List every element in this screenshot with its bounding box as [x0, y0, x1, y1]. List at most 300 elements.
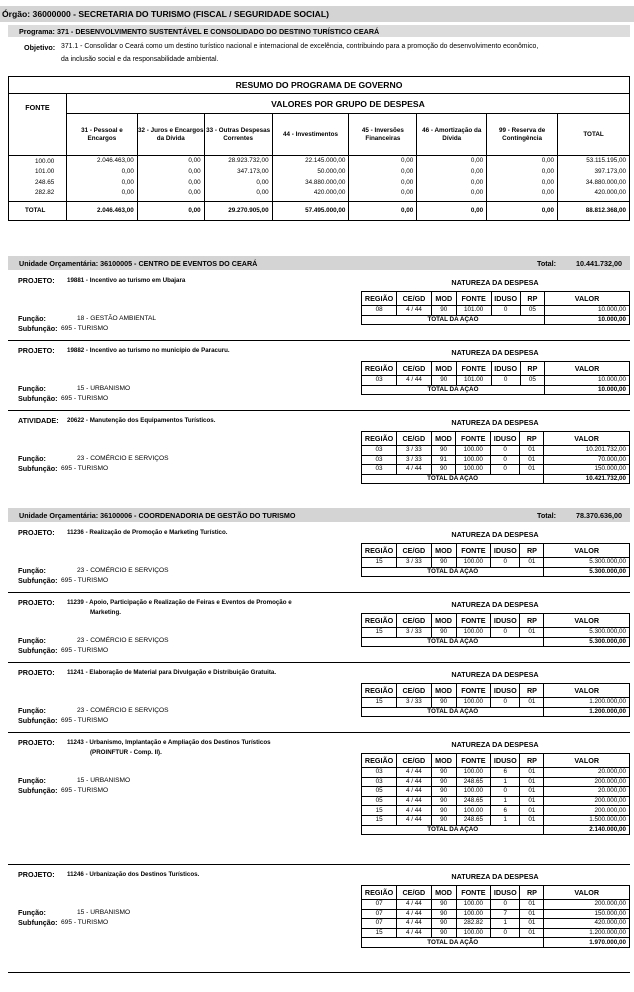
subfuncao-value: 695 - TURISMO — [61, 717, 109, 724]
col-header: 45 - Inversões Financeiras — [349, 114, 417, 156]
natureza-table — [361, 613, 630, 647]
col-header: CE/GD — [397, 292, 432, 306]
separator — [8, 340, 630, 341]
subfuncao-label: Subfunção: — [18, 576, 58, 585]
table-cell: 01 — [520, 900, 544, 910]
block-type: PROJETO: — [18, 346, 55, 355]
total-acao-value: 10.421.732,00 — [544, 474, 630, 484]
table-cell: 100.00 — [456, 768, 491, 778]
natureza-table — [361, 291, 630, 325]
col-header: 33 - Outras Despesas Correntes — [204, 114, 272, 156]
col-header: IDUSO — [491, 684, 520, 698]
table-cell: 03 — [362, 455, 397, 465]
col-header: REGIÃO — [362, 362, 397, 376]
table-row — [362, 909, 630, 919]
total-acao-value: 2.140.000,00 — [544, 825, 630, 835]
subfuncao-label: Subfunção: — [18, 394, 58, 403]
total-acao-row — [362, 637, 630, 647]
subfuncao-label: Subfunção: — [18, 918, 58, 927]
table-cell: 4 / 44 — [397, 815, 431, 825]
table-cell: 3 / 33 — [397, 628, 431, 638]
table-cell: 101.00 — [456, 376, 491, 386]
table-cell: 90 — [431, 628, 456, 638]
table-cell: 90 — [431, 768, 456, 778]
table-cell: 05 — [520, 306, 544, 316]
separator — [8, 662, 630, 663]
subfuncao-value: 695 - TURISMO — [61, 919, 109, 926]
table-row — [362, 628, 630, 638]
table-cell: 01 — [520, 919, 544, 929]
unidade-total: 78.370.636,00 — [576, 511, 622, 520]
table-cell: 0 — [491, 465, 520, 475]
table-row: 101.00 0,00 0,00 347.173,00 50.000,00 0,00 0,00 0,00 397.173,00 — [9, 167, 630, 178]
funcao-label: Função: — [18, 384, 46, 393]
table-cell: 90 — [431, 787, 456, 797]
table-cell: 4 / 44 — [397, 306, 432, 316]
table-cell: 100.00 — [456, 900, 491, 910]
table-row — [362, 806, 630, 816]
unidade-name: Unidade Orçamentária: 36100005 - CENTRO DE EVENTOS DO CEARÁ — [19, 259, 258, 268]
col-header: VALOR — [544, 614, 630, 628]
table-row — [362, 698, 630, 708]
col-header: IDUSO — [491, 432, 520, 446]
block-type: PROJETO: — [18, 668, 55, 677]
table-cell: 01 — [520, 777, 544, 787]
col-header: VALOR — [544, 432, 630, 446]
col-header: MOD — [431, 754, 456, 768]
table-cell: 0 — [491, 306, 520, 316]
table-cell: 1 — [491, 796, 520, 806]
table-cell: 248.65 — [456, 796, 491, 806]
table-cell: 1 — [491, 777, 520, 787]
table-cell: 100.00 — [456, 698, 491, 708]
total-acao-value: 5.300.000,00 — [544, 567, 630, 577]
table-cell: 1 — [491, 815, 520, 825]
table-cell: 0 — [491, 628, 520, 638]
col-header: CE/GD — [397, 432, 431, 446]
block-title: 11241 - Elaboração de Material para Divulgação e Distribuição Gratuita. — [67, 669, 277, 676]
table-row — [362, 919, 630, 929]
table-cell: 15 — [362, 815, 397, 825]
total-acao-row — [362, 315, 630, 325]
table-row — [362, 815, 630, 825]
table-cell: 4 / 44 — [397, 777, 431, 787]
col-header: CE/GD — [397, 362, 432, 376]
total-acao-row — [362, 567, 630, 577]
subfuncao-label: Subfunção: — [18, 324, 58, 333]
col-header: REGIÃO — [362, 614, 397, 628]
objetivo-label: Objetivo: — [24, 43, 56, 52]
table-cell: 90 — [431, 806, 456, 816]
total-acao-label: TOTAL DA AÇÃO — [362, 637, 544, 647]
col-header: REGIÃO — [362, 754, 397, 768]
col-header: FONTE — [456, 684, 491, 698]
table-cell: 15 — [362, 806, 397, 816]
objetivo-text-1: 371.1 - Consolidar o Ceará como um destino turístico nacional e internacional de excelência, contribuindo para a promoção do desenvolvimento econômico, — [61, 43, 539, 50]
table-cell: 248.65 — [456, 777, 491, 787]
col-header: RP — [520, 544, 544, 558]
table-cell: 90 — [431, 558, 456, 568]
table-cell: 20.000,00 — [544, 768, 630, 778]
col-header: MOD — [431, 432, 456, 446]
separator — [8, 592, 630, 593]
col-header: RP — [520, 886, 544, 900]
natureza-heading: NATUREZA DA DESPESA — [451, 600, 539, 609]
table-cell: 200.000,00 — [544, 796, 630, 806]
table-row — [362, 777, 630, 787]
table-row — [362, 376, 630, 386]
table-cell: 90 — [431, 376, 456, 386]
table-cell: 200.000,00 — [544, 806, 630, 816]
col-header: CE/GD — [397, 544, 431, 558]
block-title: 19882 - Incentivo ao turismo no município de Paracuru. — [67, 347, 230, 354]
natureza-heading: NATUREZA DA DESPESA — [451, 740, 539, 749]
total-acao-value: 5.300.000,00 — [544, 637, 630, 647]
table-cell: 01 — [520, 558, 544, 568]
unidade-bar — [8, 508, 630, 522]
natureza-heading: NATUREZA DA DESPESA — [451, 418, 539, 427]
table-cell: 100.00 — [456, 558, 491, 568]
col-header: FONTE — [456, 292, 491, 306]
col-header: IDUSO — [491, 886, 520, 900]
total-acao-value: 1.970.000,00 — [544, 938, 630, 948]
separator — [8, 864, 630, 865]
table-cell: 01 — [520, 455, 544, 465]
table-row — [362, 787, 630, 797]
col-header: FONTE — [456, 754, 491, 768]
table-cell: 08 — [362, 306, 397, 316]
table-cell: 1.500.000,00 — [544, 815, 630, 825]
table-cell: 01 — [520, 928, 544, 938]
table-row — [362, 306, 630, 316]
col-header: REGIÃO — [362, 292, 397, 306]
table-cell: 70.000,00 — [544, 455, 630, 465]
total-acao-label: TOTAL DA AÇÃO — [362, 315, 545, 325]
table-cell: 7 — [491, 909, 520, 919]
table-cell: 4 / 44 — [397, 919, 431, 929]
table-header-row — [362, 544, 630, 558]
total-acao-label: TOTAL DA AÇÃO — [362, 567, 544, 577]
table-cell: 15 — [362, 558, 397, 568]
total-acao-label: TOTAL DA AÇÃO — [362, 707, 544, 717]
unidade-name: Unidade Orçamentária: 36100006 - COORDENADORIA DE GESTÃO DO TURISMO — [19, 511, 296, 520]
resumo-table — [8, 76, 630, 221]
block-type: PROJETO: — [18, 276, 55, 285]
table-cell: 248.65 — [456, 815, 491, 825]
table-cell: 3 / 33 — [397, 698, 431, 708]
funcao-value: 15 - URBANISMO — [77, 777, 131, 784]
table-cell: 01 — [520, 465, 544, 475]
table-row — [362, 768, 630, 778]
programa-bar: Programa: 371 - DESENVOLVIMENTO SUSTENTÁVEL E CONSOLIDADO DO DESTINO TURÍSTICO CEARÁ — [8, 25, 630, 37]
funcao-label: Função: — [18, 454, 46, 463]
subfuncao-value: 695 - TURISMO — [61, 465, 109, 472]
block-type: PROJETO: — [18, 870, 55, 879]
col-header: REGIÃO — [362, 432, 397, 446]
table-cell: 10.000,00 — [545, 376, 630, 386]
table-cell: 0 — [491, 928, 520, 938]
table-cell: 03 — [362, 376, 397, 386]
table-cell: 5.300.000,00 — [544, 628, 630, 638]
table-row: 282.82 0,00 0,00 0,00 420.000,00 0,00 0,00 0,00 420.000,00 — [9, 189, 630, 202]
natureza-table — [361, 361, 630, 395]
fonte-header: FONTE — [9, 94, 67, 156]
col-header: RP — [520, 614, 544, 628]
funcao-value: 18 - GESTÃO AMBIENTAL — [77, 315, 157, 322]
table-cell: 0 — [491, 376, 520, 386]
table-cell: 0 — [491, 698, 520, 708]
funcao-value: 23 - COMÉRCIO E SERVIÇOS — [77, 637, 169, 644]
table-row: 248.65 0,00 0,00 0,00 34.880.000,00 0,00 0,00 0,00 34.880.000,00 — [9, 178, 630, 189]
table-cell: 15 — [362, 928, 397, 938]
table-cell: 01 — [520, 628, 544, 638]
col-header: CE/GD — [397, 684, 431, 698]
block-type: ATIVIDADE: — [18, 416, 59, 425]
table-header-row — [362, 684, 630, 698]
col-header: VALOR — [544, 684, 630, 698]
col-header: TOTAL — [558, 114, 630, 156]
col-header: FONTE — [456, 432, 491, 446]
total-acao-label: TOTAL DA AÇÃO — [362, 474, 544, 484]
block-type: PROJETO: — [18, 738, 55, 747]
table-cell: 10.000,00 — [545, 306, 630, 316]
funcao-value: 23 - COMÉRCIO E SERVIÇOS — [77, 567, 169, 574]
table-cell: 90 — [431, 919, 456, 929]
col-header: RP — [520, 754, 544, 768]
table-cell: 01 — [520, 806, 544, 816]
col-header: FONTE — [456, 544, 491, 558]
total-acao-label: TOTAL DA AÇÃO — [362, 385, 545, 395]
table-cell: 1.200.000,00 — [544, 698, 630, 708]
table-cell: 01 — [520, 787, 544, 797]
table-cell: 200.000,00 — [544, 900, 630, 910]
col-header: MOD — [431, 292, 456, 306]
total-row: TOTAL 2.046.463,00 0,00 29.270.905,00 57.495.000,00 0,00 0,00 0,00 88.812.368,00 — [9, 202, 630, 221]
col-header: 99 - Reserva de Contingência — [487, 114, 558, 156]
subfuncao-value: 695 - TURISMO — [61, 647, 109, 654]
funcao-value: 15 - URBANISMO — [77, 909, 131, 916]
funcao-label: Função: — [18, 636, 46, 645]
table-cell: 05 — [362, 796, 397, 806]
objetivo-text-2: da inclusão social e da responsabilidade ambiental. — [61, 56, 219, 63]
table-cell: 15 — [362, 698, 397, 708]
table-cell: 90 — [431, 306, 456, 316]
table-cell: 90 — [431, 900, 456, 910]
total-acao-row — [362, 938, 630, 948]
col-header: VALOR — [544, 886, 630, 900]
resumo-title: RESUMO DO PROGRAMA DE GOVERNO — [9, 77, 630, 94]
table-cell: 3 / 33 — [397, 446, 431, 456]
col-header: IDUSO — [491, 544, 520, 558]
col-header: RP — [520, 684, 544, 698]
table-cell: 90 — [431, 928, 456, 938]
table-header-row — [362, 362, 630, 376]
table-cell: 4 / 44 — [397, 928, 431, 938]
subfuncao-label: Subfunção: — [18, 786, 58, 795]
funcao-value: 23 - COMÉRCIO E SERVIÇOS — [77, 707, 169, 714]
table-cell: 6 — [491, 806, 520, 816]
total-acao-value: 10.000,00 — [545, 385, 630, 395]
separator — [8, 972, 630, 973]
col-header: MOD — [431, 544, 456, 558]
table-cell: 4 / 44 — [397, 465, 431, 475]
funcao-label: Função: — [18, 566, 46, 575]
table-cell: 4 / 44 — [397, 376, 432, 386]
table-cell: 01 — [520, 909, 544, 919]
table-cell: 0 — [491, 558, 520, 568]
block-title: 11246 - Urbanização dos Destinos Turísticos. — [67, 871, 200, 878]
col-header: CE/GD — [397, 614, 431, 628]
subfuncao-value: 695 - TURISMO — [61, 577, 109, 584]
table-cell: 100.00 — [456, 787, 491, 797]
col-header: VALOR — [544, 544, 630, 558]
col-header: VALOR — [544, 754, 630, 768]
natureza-heading: NATUREZA DA DESPESA — [451, 278, 539, 287]
table-cell: 01 — [520, 815, 544, 825]
table-cell: 100.00 — [456, 446, 491, 456]
table-cell: 07 — [362, 919, 397, 929]
table-cell: 4 / 44 — [397, 900, 431, 910]
table-cell: 0 — [491, 787, 520, 797]
table-row — [362, 446, 630, 456]
col-header: MOD — [431, 614, 456, 628]
table-cell: 03 — [362, 768, 397, 778]
table-cell: 07 — [362, 900, 397, 910]
table-cell: 420.000,00 — [544, 919, 630, 929]
subfuncao-value: 695 - TURISMO — [61, 395, 109, 402]
table-cell: 90 — [431, 815, 456, 825]
block-title: 20622 - Manutenção dos Equipamentos Turísticos. — [67, 417, 216, 424]
table-cell: 10.201.732,00 — [544, 446, 630, 456]
table-cell: 90 — [431, 446, 456, 456]
col-header: VALOR — [545, 362, 630, 376]
col-header: REGIÃO — [362, 886, 397, 900]
funcao-value: 23 - COMÉRCIO E SERVIÇOS — [77, 455, 169, 462]
table-cell: 0 — [491, 446, 520, 456]
col-header: MOD — [431, 684, 456, 698]
col-header: MOD — [431, 886, 456, 900]
table-cell: 4 / 44 — [397, 787, 431, 797]
table-cell: 100.00 — [456, 628, 491, 638]
block-title-cont: Marketing. — [90, 609, 121, 616]
total-acao-label: TOTAL DA AÇÃO — [362, 938, 544, 948]
table-header-row — [362, 886, 630, 900]
table-cell: 100.00 — [456, 909, 491, 919]
table-row — [362, 928, 630, 938]
table-cell: 0 — [491, 900, 520, 910]
table-cell: 07 — [362, 909, 397, 919]
table-cell: 15 — [362, 628, 397, 638]
block-type: PROJETO: — [18, 528, 55, 537]
table-cell: 03 — [362, 446, 397, 456]
table-row — [362, 796, 630, 806]
table-cell: 100.00 — [456, 806, 491, 816]
table-cell: 4 / 44 — [397, 806, 431, 816]
table-cell: 90 — [431, 909, 456, 919]
funcao-label: Função: — [18, 776, 46, 785]
separator — [8, 410, 630, 411]
col-header: FONTE — [456, 614, 491, 628]
col-header: 31 - Pessoal e Encargos — [66, 114, 137, 156]
total-acao-label: TOTAL DA AÇÃO — [362, 825, 544, 835]
col-header: RP — [520, 362, 544, 376]
table-row — [362, 558, 630, 568]
table-cell: 200.000,00 — [544, 777, 630, 787]
resumo-subtitle: VALORES POR GRUPO DE DESPESA — [66, 94, 629, 114]
table-cell: 90 — [431, 796, 456, 806]
block-title: 11239 - Apoio, Participação e Realização de Feiras e Eventos de Promoção e — [67, 599, 292, 606]
col-header: REGIÃO — [362, 684, 397, 698]
table-cell: 03 — [362, 777, 397, 787]
table-cell: 100.00 — [456, 455, 491, 465]
total-acao-value: 1.200.000,00 — [544, 707, 630, 717]
subfuncao-label: Subfunção: — [18, 716, 58, 725]
natureza-table — [361, 683, 630, 717]
table-cell: 100.00 — [456, 928, 491, 938]
table-cell: 20.000,00 — [544, 787, 630, 797]
total-acao-value: 10.000,00 — [545, 315, 630, 325]
col-header: RP — [520, 292, 544, 306]
subfuncao-value: 695 - TURISMO — [61, 787, 109, 794]
separator — [8, 732, 630, 733]
table-row — [362, 455, 630, 465]
col-header: IDUSO — [491, 614, 520, 628]
natureza-heading: NATUREZA DA DESPESA — [451, 670, 539, 679]
col-header: IDUSO — [491, 292, 520, 306]
natureza-heading: NATUREZA DA DESPESA — [451, 530, 539, 539]
funcao-label: Função: — [18, 908, 46, 917]
table-cell: 05 — [362, 787, 397, 797]
natureza-heading: NATUREZA DA DESPESA — [451, 872, 539, 881]
table-cell: 03 — [362, 465, 397, 475]
funcao-value: 15 - URBANISMO — [77, 385, 131, 392]
table-cell: 5.300.000,00 — [544, 558, 630, 568]
col-header: IDUSO — [491, 754, 520, 768]
table-cell: 100.00 — [456, 465, 491, 475]
table-cell: 101.00 — [456, 306, 491, 316]
table-header-row — [362, 432, 630, 446]
table-cell: 1 — [491, 919, 520, 929]
unidade-total: 10.441.732,00 — [576, 259, 622, 268]
orgao-bar: Órgão: 36000000 - SECRETARIA DO TURISMO (FISCAL / SEGURIDADE SOCIAL) — [0, 6, 634, 22]
table-cell: 90 — [431, 698, 456, 708]
table-cell: 90 — [431, 465, 456, 475]
block-title-cont: (PROINFTUR - Comp. II). — [90, 749, 162, 756]
col-header: 32 - Juros e Encargos da Dívida — [137, 114, 204, 156]
table-cell: 150.000,00 — [544, 909, 630, 919]
table-cell: 1.200.000,00 — [544, 928, 630, 938]
funcao-label: Função: — [18, 314, 46, 323]
unidade-total-label: Total: — [537, 259, 557, 268]
subfuncao-label: Subfunção: — [18, 646, 58, 655]
col-header: MOD — [431, 362, 456, 376]
natureza-heading: NATUREZA DA DESPESA — [451, 348, 539, 357]
unidade-total-label: Total: — [537, 511, 557, 520]
table-cell: 01 — [520, 698, 544, 708]
table-cell: 05 — [520, 376, 544, 386]
subfuncao-value: 695 - TURISMO — [61, 325, 109, 332]
col-header: REGIÃO — [362, 544, 397, 558]
col-header: 46 - Amortização da Dívida — [417, 114, 487, 156]
table-cell: 6 — [491, 768, 520, 778]
funcao-label: Função: — [18, 706, 46, 715]
table-row — [362, 900, 630, 910]
table-cell: 01 — [520, 796, 544, 806]
block-title: 11243 - Urbanismo, Implantação e Ampliação dos Destinos Turísticos — [67, 739, 271, 746]
table-cell: 90 — [431, 777, 456, 787]
table-header-row — [362, 292, 630, 306]
subfuncao-label: Subfunção: — [18, 464, 58, 473]
